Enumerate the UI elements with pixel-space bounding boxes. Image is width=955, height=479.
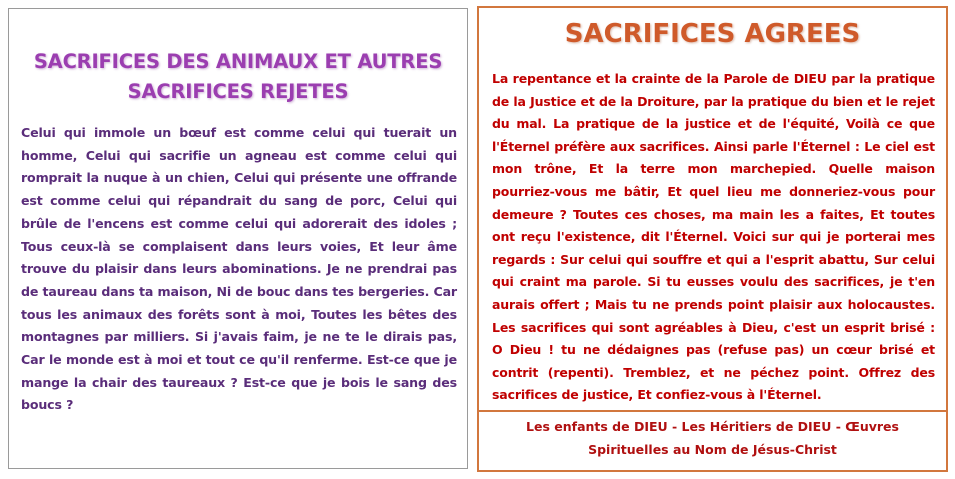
accepted-sacrifices-title: SACRIFICES AGREES <box>564 19 861 49</box>
rejected-sacrifices-panel <box>8 8 468 469</box>
footer-caption <box>479 416 946 461</box>
footer-line-1: Les enfants de DIEU - Les Héritiers de DIEU - Œuvres <box>526 419 899 434</box>
rejected-sacrifices-title <box>9 47 467 107</box>
rejected-sacrifices-title-line2: SACRIFICES REJETES <box>127 80 349 103</box>
accepted-sacrifices-text: La repentance et la crainte de la Parole de DIEU par la pratique de la Justice et de la Droiture, par la pratique du bien et le rejet du mal. La pratique de la justice et de l'équité, Voilà ce que l'Éternel préfère aux sacrifices. Ainsi parle l'Éternel : Le ciel est mon trône, Et la terre mon marchepied. Quelle maison pourriez-vous me bâtir, Et quel lieu me donneriez-vous pour demeure ? Toutes ces choses, ma main les a faites, Et toutes ont reçu l'existence, dit l'Éternel. Voici sur qui je porterai mes regards : Sur celui qui souffre et qui a l'esprit abattu, Sur celui qui craint ma parole. Si tu eusses voulu des sacrifices, je t'en aurais offert ; Mais tu ne prends point plaisir aux holocaustes. Les sacrifices qui sont agréables à Dieu, c'est un esprit brisé : O Dieu ! tu ne dédaignes pas (refuse pas) un cœur brisé et contrit (repenti). Tremblez, et ne péchez point. Offrez des sacrifices de justice, Et confiez-vous à l'Éternel. <box>492 71 935 403</box>
accepted-sacrifices-panel <box>477 6 948 472</box>
footer-divider <box>479 410 946 412</box>
rejected-sacrifices-title-line1: SACRIFICES DES ANIMAUX ET AUTRES <box>33 50 443 73</box>
rejected-sacrifices-text: Celui qui immole un bœuf est comme celui qui tuerait un homme, Celui qui sacrifie un agneau est comme celui qui romprait la nuque à un chien, Celui qui présente une offrande est comme celui qui répandrait du sang de porc, Celui qui brûle de l'encens est comme celui qui adorerait des idoles ; Tous ceux-là se complaisent dans leurs voies, Et leur âme trouve du plaisir dans leurs abominations. Je ne prendrai pas de taureau dans ta maison, Ni de bouc dans tes bergeries. Car tous les animaux des forêts sont à moi, Toutes les bêtes des montagnes par milliers. Si j'avais faim, je ne te le dirais pas, Car le monde est à moi et tout ce qu'il renferme. Est-ce que je mange la chair des taureaux ? Est-ce que je bois le sang des boucs ? <box>21 125 457 413</box>
footer-line-2: Spirituelles au Nom de Jésus-Christ <box>588 441 837 457</box>
